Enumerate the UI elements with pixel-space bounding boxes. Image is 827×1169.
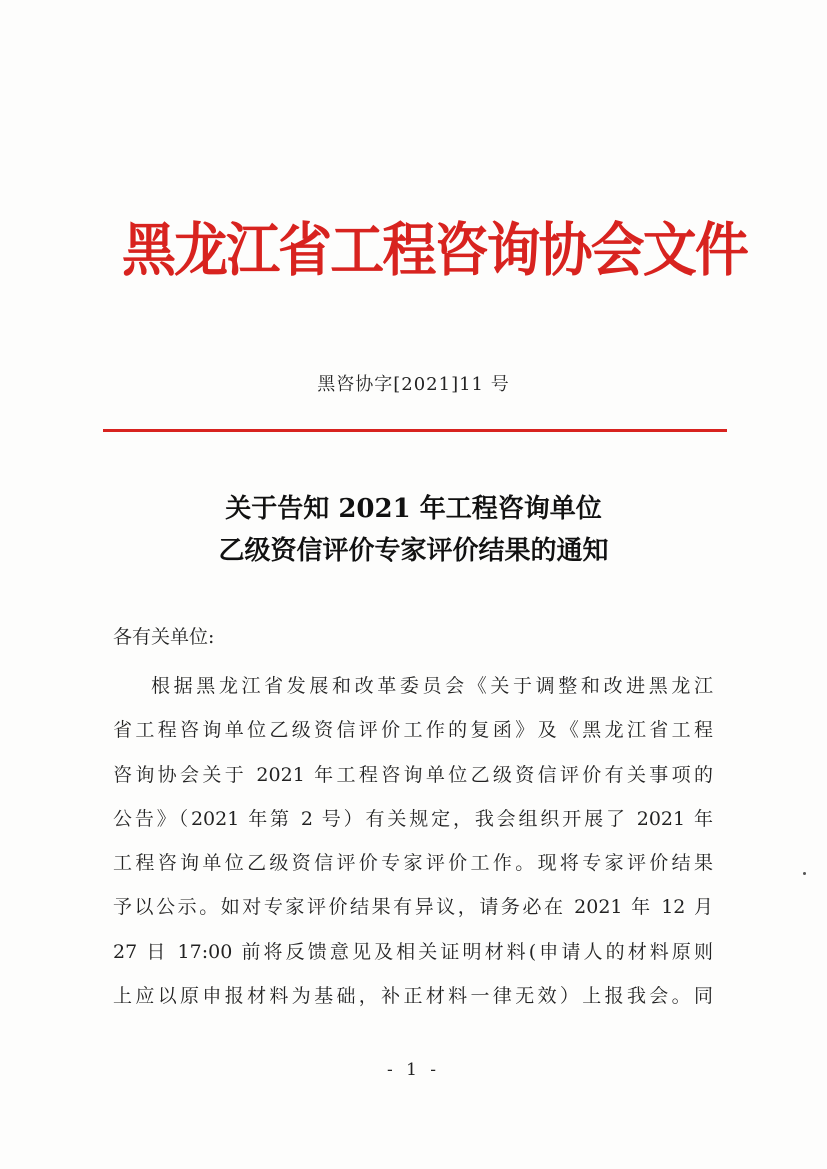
body-paragraph [113,664,713,1018]
page-number: - 1 - [386,1060,441,1080]
salutation: 各有关单位: [113,626,215,648]
body-line: 工程咨询单位乙级资信评价专家评价工作。现将专家评价结果 [113,852,713,875]
body-line: 公告》（2021 年第 2 号）有关规定，我会组织开展了 2021 年 [113,807,713,830]
document-number: 黑咨协字[2021]11 号 [317,374,510,395]
body-line: 上应以原申报材料为基础，补正材料一律无效）上报我会。同 [113,985,713,1008]
body-line: 咨询协会关于 2021 年工程咨询单位乙级资信评价有关事项的 [113,763,713,786]
body-line: 根据黑龙江省发展和改革委员会《关于调整和改进黑龙江 [151,675,713,697]
red-divider-line [103,429,727,432]
body-line: 予以公示。如对专家评价结果有异议，请务必在 2021 年 12 月 [113,896,713,919]
body-line: 省工程咨询单位乙级资信评价工作的复函》及《黑龙江省工程 [113,719,713,742]
notice-title-line-2: 乙级资信评价专家评价结果的通知 [218,536,609,566]
body-line: 27 日 17:00 前将反馈意见及相关证明材料(申请人的材料原则 [113,940,713,963]
letterhead-title: 黑龙江省工程咨询协会文件 [121,216,747,284]
notice-title-line-1: 关于告知 2021 年工程咨询单位 [225,494,602,524]
notice-title [0,488,827,572]
scan-speck [803,872,806,875]
